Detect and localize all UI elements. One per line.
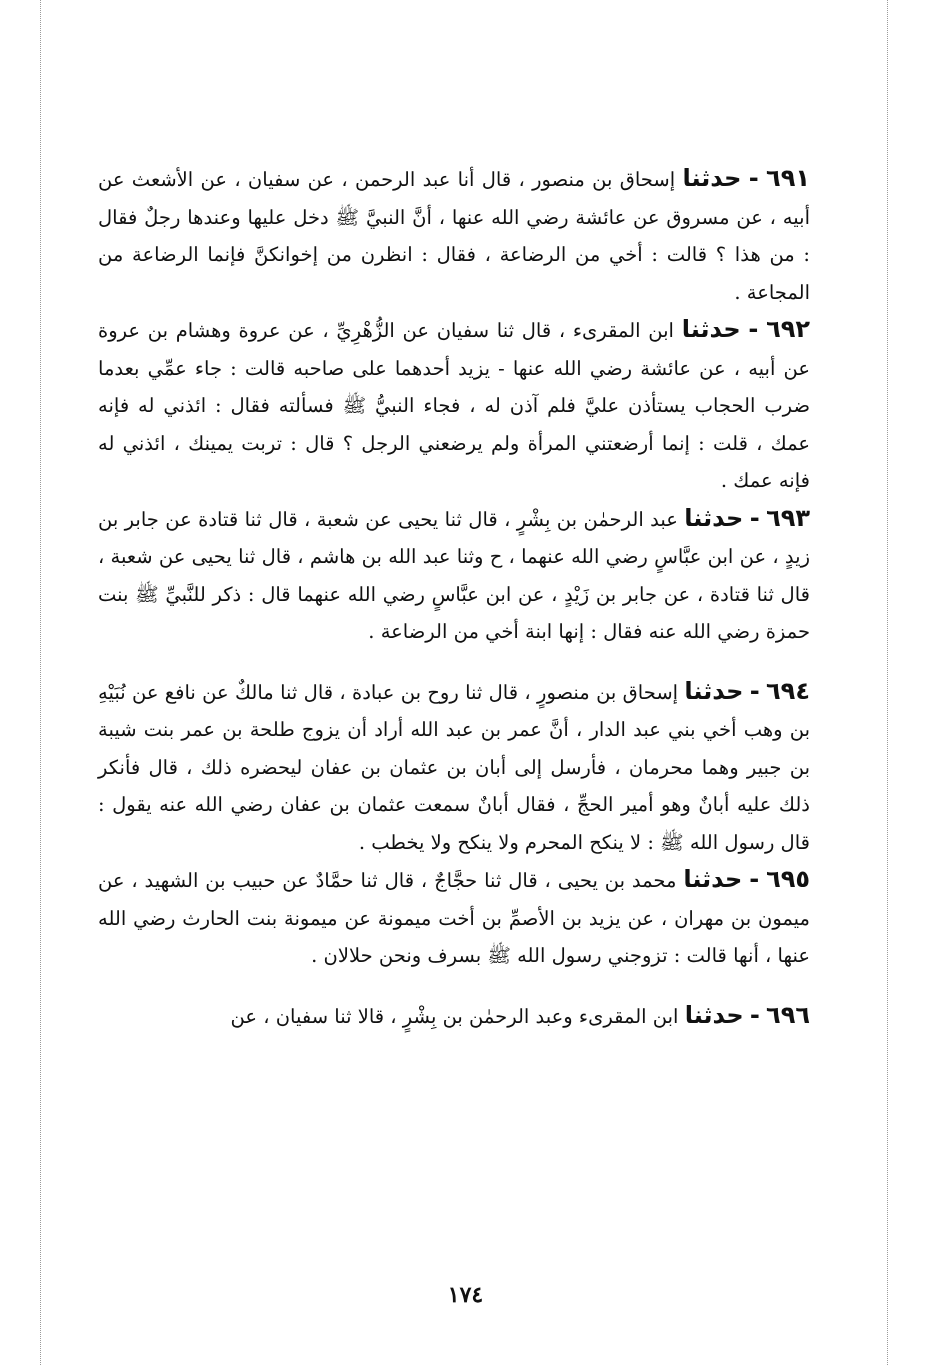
hadith-label: حدثنا (684, 1000, 744, 1029)
hadith-number: ٦٩٣ (766, 503, 811, 532)
hadith-number: ٦٩٥ (766, 865, 811, 893)
hadith-body: ابن المقرىء وعبد الرحمٰن بن بِشْرٍ ، قالا ثنا سفيان ، عن (230, 1004, 679, 1028)
hadith-body: محمد بن يحيى ، قال ثنا حجَّاجٌ ، قال ثنا حمَّادٌ عن حبيب بن الشهيد ، عن ميمون بن مهران ، عن يزيد بن الأصمِّ بن أخت ميمونة عن ميمونة بنت الحارث رضي الله عنها ، أنها قالت : تزوجني رسول الله ﷺ بسرف ونحن حلالان . (98, 869, 810, 967)
hadith-691: ٦٩١ - حدثنا إسحاق بن منصور ، قال أنا عبد الرحمن ، عن سفيان ، عن الأشعث عن أبيه ، عن مسروق عن عائشة رضي الله عنها ، أنَّ النبيَّ ﷺ دخل عليها وعندها رجلٌ فقال : من هذا ؟ قالت : أخي من الرضاعة ، فقال : انظرن من إخوانكنَّ فإنما الرضاعة من المجاعة . (98, 164, 810, 304)
hadith-body: ابن المقرىء ، قال ثنا سفيان عن الزُّهْرِيِّ ، عن عروة وهشام بن عروة عن أبيه ، عن عائشة رضي الله عنها - يزيد أحدهما على صاحبه قالت : جاء عمِّي بعدما ضرب الحجاب يستأذن عليَّ فلم آذن له ، فجاء النبيُّ ﷺ فسألته فقال : ائذني له فإنه عمك ، قلت : إنما أرضعتني المرأة ولم يرضعني الرجل ؟ قال : تربت يمينك ، ائذني له فإنه عمك . (98, 319, 810, 492)
hadith-label: حدثنا (682, 164, 742, 192)
scan-edge-left (40, 0, 41, 1365)
hadith-696: ٦٩٦ - حدثنا ابن المقرىء وعبد الرحمٰن بن بِشْرٍ ، قالا ثنا سفيان ، عن (230, 1000, 810, 1029)
hadith-695: ٦٩٥ - حدثنا محمد بن يحيى ، قال ثنا حجَّاجٌ ، قال ثنا حمَّادٌ عن حبيب بن الشهيد ، عن ميمون بن مهران ، عن يزيد بن الأصمِّ بن أخت ميمونة عن ميمونة بنت الحارث رضي الله عنها ، أنها قالت : تزوجني رسول الله ﷺ بسرف ونحن حلالان . (98, 865, 811, 967)
hadith-number: ٦٩٦ (766, 1000, 810, 1029)
hadith-label: حدثنا (684, 503, 744, 532)
hadith-label: حدثنا (683, 865, 743, 893)
hadith-body: إسحاق بن منصورٍ ، قال ثنا روح بن عبادة ، قال ثنا مالكٌ عن نافع عن نُبَيْهِ بن وهب أخي بني عبد الدار ، أنَّ عمر بن عبد الله أراد أن يزوج طلحة بن عمر بنت شيبة بن جبير وهما محرمان ، فأرسل إلى أبان بن عثمان بن عفان ليحضره ذلك ، قال فأنكر ذلك عليه أبانٌ وهو أمير الحجِّ ، فقال أبانٌ سمعت عثمان بن عفان رضي الله عنه يقول : قال رسول الله ﷺ : لا ينكح المحرم ولا ينكح ولا يخطب . (98, 680, 810, 854)
hadith-number: ٦٩١ (766, 164, 810, 192)
hadith-body: عبد الرحمٰن بن بِشْرٍ ، قال ثنا يحيى عن شعبة ، قال ثنا قتادة عن جابر بن زيدٍ ، عن ابن عبَّاسٍ رضي الله عنهما ، ح وثنا عبد الله بن هاشم ، قال ثنا يحيى عن شعبة ، قال ثنا قتادة ، عن جابر بن زَيْدٍ ، عن ابن عبَّاسٍ رضي الله عنهما قال : ذكر للنَّبيِّ ﷺ بنت حمزة رضي الله عنه فقال : إنها ابنة أخي من الرضاعة . (98, 507, 810, 643)
hadith-text-block (98, 160, 810, 1035)
hadith-693: ٦٩٣ - حدثنا عبد الرحمٰن بن بِشْرٍ ، قال ثنا يحيى عن شعبة ، قال ثنا قتادة عن جابر بن زيدٍ ، عن ابن عبَّاسٍ رضي الله عنهما ، ح وثنا عبد الله بن هاشم ، قال ثنا يحيى عن شعبة ، قال ثنا قتادة ، عن جابر بن زَيْدٍ ، عن ابن عبَّاسٍ رضي الله عنهما قال : ذكر للنَّبيِّ ﷺ بنت حمزة رضي الله عنه فقال : إنها ابنة أخي من الرضاعة . (98, 503, 811, 643)
scan-edge-right (887, 0, 888, 1365)
page-number: ١٧٤ (447, 1282, 484, 1308)
hadith-692: ٦٩٢ - حدثنا ابن المقرىء ، قال ثنا سفيان عن الزُّهْرِيِّ ، عن عروة وهشام بن عروة عن أبيه ، عن عائشة رضي الله عنها - يزيد أحدهما على صاحبه قالت : جاء عمِّي بعدما ضرب الحجاب يستأذن عليَّ فلم آذن له ، فجاء النبيُّ ﷺ فسألته فقال : ائذني له فإنه عمك ، قلت : إنما أرضعتني المرأة ولم يرضعني الرجل ؟ قال : تربت يمينك ، ائذني له فإنه عمك . (98, 315, 811, 492)
hadith-body: إسحاق بن منصور ، قال أنا عبد الرحمن ، عن سفيان ، عن الأشعث عن أبيه ، عن مسروق عن عائشة رضي الله عنها ، أنَّ النبيَّ ﷺ دخل عليها وعندها رجلٌ فقال : من هذا ؟ قالت : أخي من الرضاعة ، فقال : انظرن من إخوانكنَّ فإنما الرضاعة من المجاعة . (98, 168, 810, 304)
hadith-number: ٦٩٢ (766, 315, 811, 343)
hadith-694: ٦٩٤ - حدثنا إسحاق بن منصورٍ ، قال ثنا روح بن عبادة ، قال ثنا مالكٌ عن نافع عن نُبَيْهِ بن وهب أخي بني عبد الدار ، أنَّ عمر بن عبد الله أراد أن يزوج طلحة بن عمر بنت شيبة بن جبير وهما محرمان ، فأرسل إلى أبان بن عثمان بن عفان ليحضره ذلك ، قال فأنكر ذلك عليه أبانٌ وهو أمير الحجِّ ، فقال أبانٌ سمعت عثمان بن عفان رضي الله عنه يقول : قال رسول الله ﷺ : لا ينكح المحرم ولا ينكح ولا يخطب . (98, 676, 810, 854)
hadith-label: حدثنا (684, 676, 744, 705)
hadith-label: حدثنا (681, 315, 741, 343)
hadith-number: ٦٩٤ (766, 676, 810, 705)
